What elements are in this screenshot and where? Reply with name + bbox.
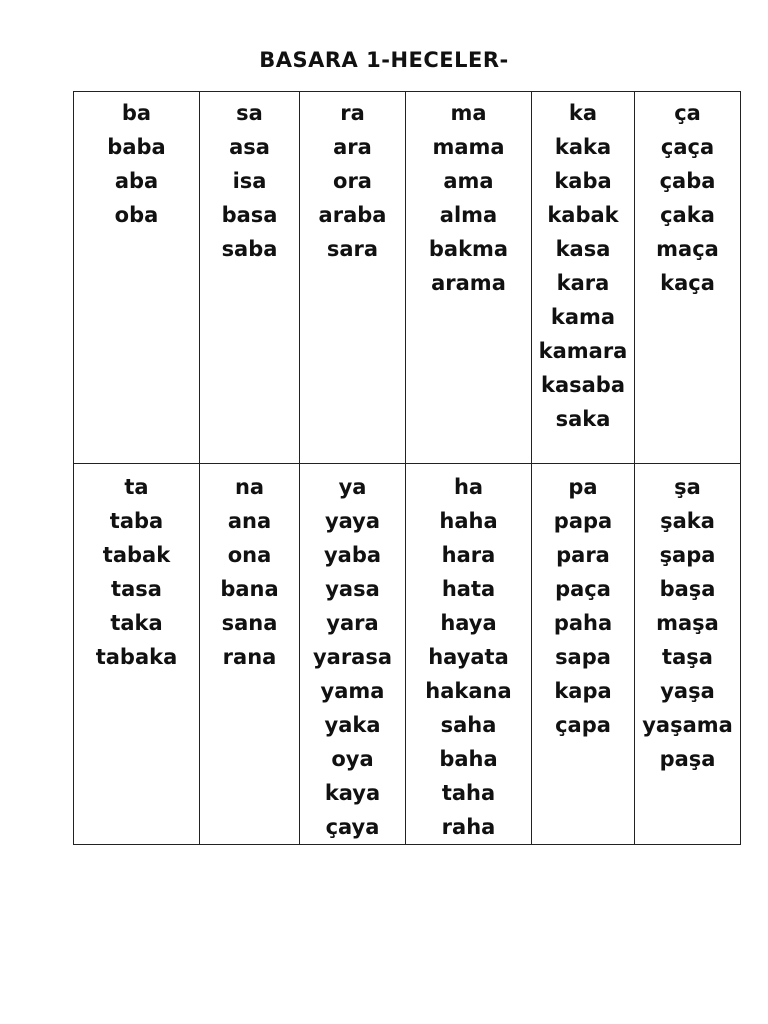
- word-item: tasa: [111, 577, 162, 601]
- word-item: çaba: [659, 169, 716, 193]
- syllable-cell: [74, 92, 200, 464]
- word-item: bakma: [428, 237, 509, 261]
- word-item: basa: [221, 203, 278, 227]
- word-item: ara: [333, 135, 372, 159]
- word-list: [635, 464, 740, 776]
- word-list: [74, 464, 199, 674]
- syllable-row: [74, 92, 741, 464]
- word-item: çaya: [325, 815, 380, 839]
- word-list: [300, 92, 405, 266]
- word-item: aba: [114, 169, 159, 193]
- word-item: mama: [432, 135, 505, 159]
- syllable-cell: [200, 464, 300, 845]
- word-item: ora: [333, 169, 372, 193]
- syllable-heading: ya: [338, 475, 367, 499]
- word-item: hakana: [425, 679, 512, 703]
- word-item: isa: [232, 169, 267, 193]
- syllable-cell: [200, 92, 300, 464]
- word-item: paşa: [659, 747, 716, 771]
- word-item: tabak: [102, 543, 171, 567]
- word-item: rana: [222, 645, 277, 669]
- word-item: hata: [441, 577, 496, 601]
- word-item: yaka: [324, 713, 381, 737]
- syllable-cell: [635, 92, 741, 464]
- word-item: kaça: [660, 271, 715, 295]
- word-item: alma: [439, 203, 498, 227]
- word-item: hayata: [428, 645, 509, 669]
- word-item: ama: [443, 169, 494, 193]
- word-item: şapa: [659, 543, 716, 567]
- word-item: kamara: [538, 339, 628, 363]
- syllable-cell: [635, 464, 741, 845]
- word-item: çapa: [555, 713, 611, 737]
- word-item: yaşama: [642, 713, 733, 737]
- word-item: yaba: [323, 543, 382, 567]
- word-item: saka: [555, 407, 611, 431]
- word-item: raha: [441, 815, 496, 839]
- word-list: [200, 464, 299, 674]
- word-list: [406, 92, 531, 300]
- word-item: kasaba: [540, 373, 625, 397]
- word-item: haha: [439, 509, 498, 533]
- word-item: yaşa: [660, 679, 715, 703]
- page-title: BASARA 1-HECELER-: [259, 48, 509, 72]
- word-item: yarasa: [312, 645, 393, 669]
- word-list: [532, 92, 634, 436]
- word-list: [300, 464, 405, 844]
- word-item: kasa: [555, 237, 611, 261]
- syllable-heading: ha: [453, 475, 484, 499]
- word-item: oya: [331, 747, 374, 771]
- word-item: taka: [110, 611, 163, 635]
- word-item: çaça: [660, 135, 715, 159]
- syllable-heading: ma: [450, 101, 487, 125]
- word-item: taha: [441, 781, 496, 805]
- word-item: saba: [221, 237, 278, 261]
- word-item: yara: [326, 611, 379, 635]
- word-item: papa: [553, 509, 613, 533]
- word-item: haya: [440, 611, 497, 635]
- word-item: bana: [220, 577, 279, 601]
- word-item: asa: [229, 135, 270, 159]
- syllable-cell: [300, 464, 406, 845]
- word-item: yaya: [324, 509, 381, 533]
- word-item: kara: [556, 271, 610, 295]
- word-item: yama: [320, 679, 385, 703]
- word-item: kapa: [554, 679, 612, 703]
- syllable-heading: ra: [340, 101, 365, 125]
- word-item: kaya: [324, 781, 381, 805]
- word-list: [635, 92, 740, 300]
- word-item: kabak: [547, 203, 619, 227]
- syllable-table: [73, 91, 741, 845]
- syllable-heading: ta: [124, 475, 149, 499]
- word-item: sapa: [555, 645, 611, 669]
- word-item: tabaka: [95, 645, 178, 669]
- syllable-heading: ba: [121, 101, 152, 125]
- word-list: [74, 92, 199, 232]
- word-item: arama: [431, 271, 506, 295]
- word-list: [200, 92, 299, 266]
- word-list: [406, 464, 531, 844]
- word-item: paha: [553, 611, 613, 635]
- word-item: maça: [656, 237, 719, 261]
- syllable-heading: pa: [568, 475, 598, 499]
- syllable-heading: sa: [236, 101, 263, 125]
- word-item: saha: [440, 713, 497, 737]
- word-item: taba: [109, 509, 164, 533]
- word-item: çaka: [660, 203, 715, 227]
- word-item: ana: [227, 509, 272, 533]
- word-item: yasa: [325, 577, 380, 601]
- word-item: baba: [107, 135, 166, 159]
- syllable-heading: na: [234, 475, 265, 499]
- word-item: ona: [227, 543, 272, 567]
- word-item: oba: [114, 203, 159, 227]
- word-item: paça: [555, 577, 611, 601]
- word-item: hara: [441, 543, 496, 567]
- word-item: sana: [221, 611, 278, 635]
- syllable-heading: ça: [674, 101, 701, 125]
- word-item: baha: [439, 747, 498, 771]
- syllable-cell: [74, 464, 200, 845]
- syllable-cell: [532, 464, 635, 845]
- syllable-cell: [406, 464, 532, 845]
- word-item: kaba: [554, 169, 612, 193]
- word-item: şaka: [660, 509, 715, 533]
- word-item: araba: [318, 203, 387, 227]
- word-item: maşa: [656, 611, 719, 635]
- syllable-heading: şa: [674, 475, 701, 499]
- word-item: kaka: [554, 135, 612, 159]
- word-item: taşa: [662, 645, 713, 669]
- word-item: başa: [659, 577, 716, 601]
- word-item: kama: [550, 305, 616, 329]
- syllable-heading: ka: [568, 101, 598, 125]
- syllable-cell: [406, 92, 532, 464]
- word-item: sara: [326, 237, 379, 261]
- word-list: [532, 464, 634, 742]
- syllable-row: [74, 464, 741, 845]
- syllable-cell: [300, 92, 406, 464]
- syllable-cell: [532, 92, 635, 464]
- word-item: para: [556, 543, 610, 567]
